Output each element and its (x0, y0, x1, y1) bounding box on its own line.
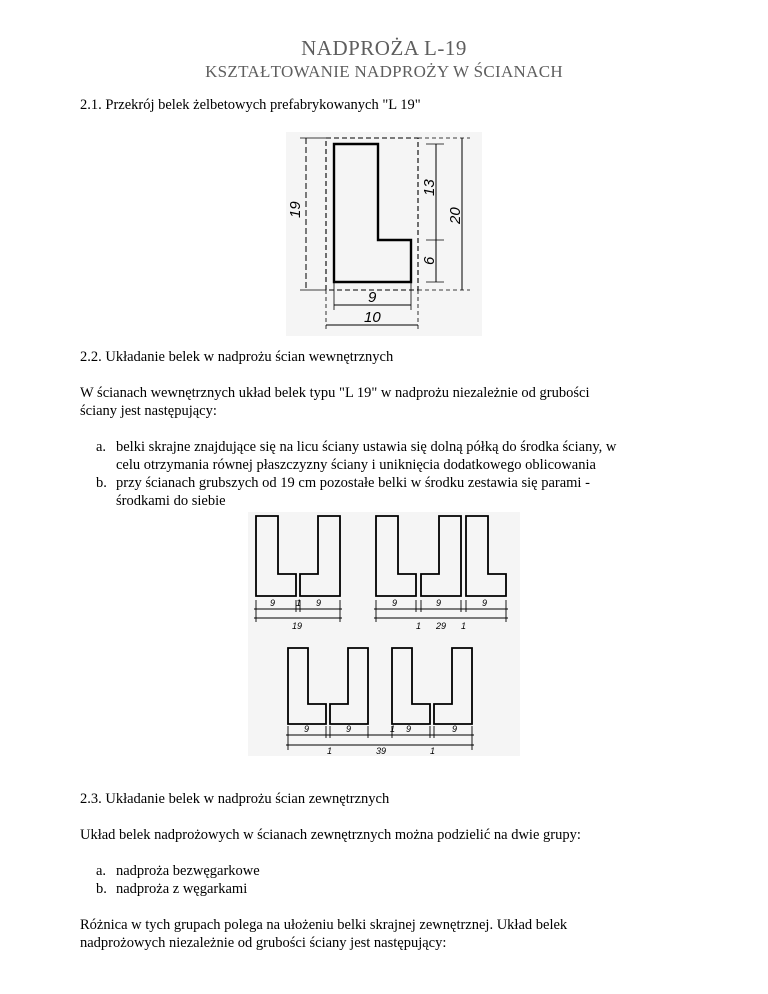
section-2-2-list (80, 438, 680, 510)
list-item (80, 880, 680, 898)
l-beam-outline (334, 144, 411, 282)
dim-label-1: 1 (390, 724, 396, 734)
list-item (80, 862, 680, 880)
section-2-3-outro-line-1: Różnica w tych grupach polega na ułożeniu belki skrajnej zewnętrznej. Układ belek (80, 917, 568, 933)
dim-label-1: 1 (327, 746, 333, 756)
section-2-3-heading: 2.3. Układanie belek w nadprożu ścian zewnętrznych (80, 791, 390, 807)
beam-outline (466, 516, 506, 596)
page-title: NADPROŻA L-19 (301, 36, 467, 60)
list-item (80, 438, 680, 474)
list-marker: a. (96, 863, 107, 879)
list-item-line: nadproża bezwęgarkowe (116, 863, 260, 879)
section-2-2-intro-line-1: W ścianach wewnętrznych układ belek typu "L 19" w nadprożu niezależnie od grubości (80, 385, 590, 401)
dim-label-9: 9 (482, 598, 488, 608)
beam-outline (376, 516, 416, 596)
dim-label-9: 9 (316, 598, 322, 608)
dim-label-9: 9 (436, 598, 442, 608)
beam-outline (392, 648, 430, 724)
section-2-3-list (80, 862, 680, 898)
dim-label-9: 9 (406, 724, 412, 734)
dim-label-1: 1 (430, 746, 436, 756)
dim-label-9: 9 (452, 724, 458, 734)
dim-label-29: 29 (436, 621, 447, 631)
list-marker: b. (96, 881, 107, 897)
dim-label-39: 39 (376, 746, 387, 756)
list-item-line: środkami do siebie (116, 493, 226, 509)
dim-label-19: 19 (292, 621, 303, 631)
section-2-3-intro: Układ belek nadprożowych w ścianach zewnętrznych można podzielić na dwie grupy: (80, 827, 581, 843)
dim-label-9: 9 (392, 598, 398, 608)
list-item-line: przy ścianach grubszych od 19 cm pozostałe belki w środku zestawia się parami - (116, 475, 590, 491)
dim-label-9: 9 (270, 598, 276, 608)
list-item-line: nadproża z węgarkami (116, 881, 248, 897)
section-2-1-heading: 2.1. Przekrój belek żelbetowych prefabrykowanych "L 19" (80, 97, 421, 113)
list-item-line: belki skrajne znajdujące się na licu ściany ustawia się dolną półką do środka ściany, w (116, 439, 617, 455)
list-item-line: celu otrzymania równej płaszczyzny ściany i uniknięcia dodatkowego oblicowania (116, 457, 596, 473)
dim-label-9: 9 (368, 289, 377, 306)
dim-label-20: 20 (447, 207, 464, 224)
beam-outline (288, 648, 326, 724)
dim-label-13: 13 (421, 179, 438, 196)
dim-label-9: 9 (346, 724, 352, 734)
section-2-2-intro-line-2: ściany jest następujący: (80, 403, 217, 419)
section-2-3-outro-line-2: nadprożowych niezależnie od grubości ściany jest następujący: (80, 935, 447, 951)
l19-cross-section-figure (286, 132, 482, 336)
dim-label-6: 6 (421, 256, 438, 265)
dim-label-10: 10 (364, 309, 381, 326)
list-marker: b. (96, 475, 107, 491)
section-2-2-heading: 2.2. Układanie belek w nadprożu ścian wewnętrznych (80, 349, 394, 365)
dim-label-1: 1 (416, 621, 422, 631)
dim-label-1: 1 (296, 598, 302, 608)
l-beam-envelope-dashed (326, 138, 418, 290)
beam-arrangement-figure (248, 512, 520, 756)
dim-label-9: 9 (304, 724, 310, 734)
dim-label-1: 1 (461, 621, 467, 631)
beam-outline (421, 516, 461, 596)
beam-outline (434, 648, 472, 724)
list-marker: a. (96, 439, 107, 455)
page-subtitle: KSZTAŁTOWANIE NADPROŻY W ŚCIANACH (205, 62, 563, 81)
dim-label-19: 19 (287, 201, 304, 218)
beam-outline (300, 516, 340, 596)
beam-outline (256, 516, 296, 596)
beam-outline (330, 648, 368, 724)
list-item (80, 474, 680, 510)
